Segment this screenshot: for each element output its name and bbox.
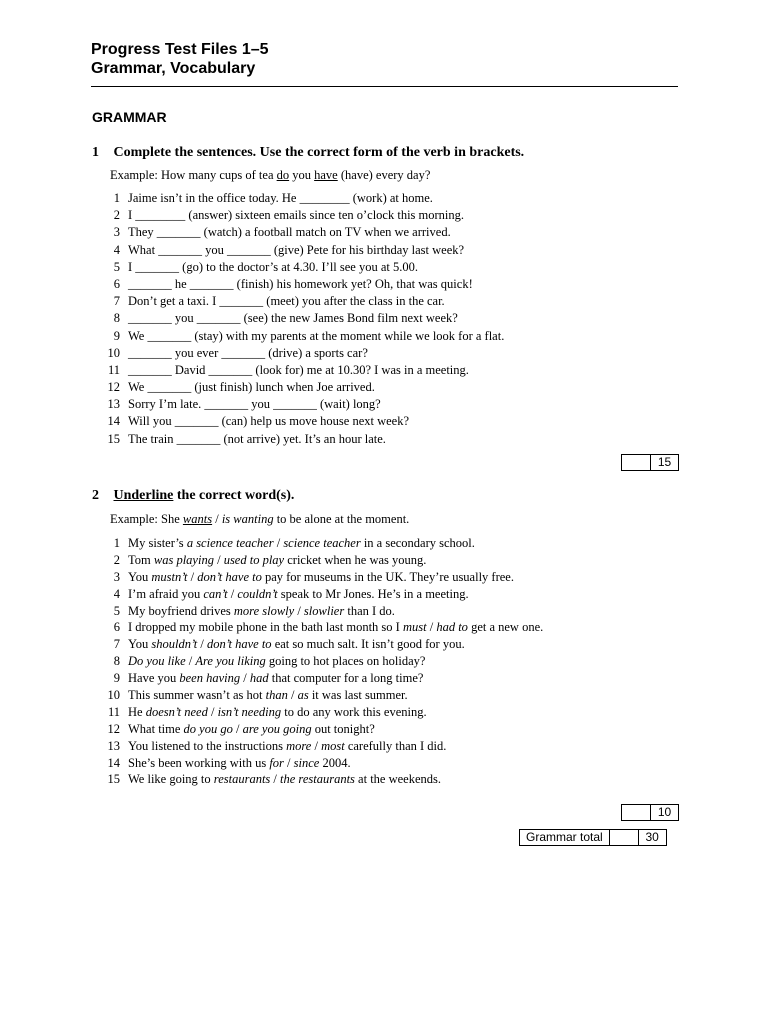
example-text: Example: How many cups of tea bbox=[110, 168, 277, 182]
choice-option-a[interactable]: must bbox=[402, 620, 427, 635]
item-number: 15 bbox=[107, 431, 120, 446]
list-item bbox=[100, 687, 660, 704]
choice-option-a[interactable]: more slowly bbox=[233, 603, 295, 618]
item-text: that computer for a long time? bbox=[268, 671, 424, 686]
item-sentence: _______ you ever _______ (drive) a sports car? bbox=[128, 345, 368, 360]
list-item bbox=[100, 328, 660, 345]
choice-option-b[interactable]: don’t have to bbox=[197, 569, 262, 584]
grammar-total-label: Grammar total bbox=[520, 830, 610, 845]
item-sentence: We _______ (just finish) lunch when Joe arrived. bbox=[128, 380, 375, 395]
header-title: Progress Test Files 1–5 bbox=[91, 41, 269, 58]
item-number: 11 bbox=[107, 704, 120, 719]
item-number: 14 bbox=[107, 414, 120, 429]
example-separator: / bbox=[212, 512, 222, 526]
choice-option-b[interactable]: isn’t needing bbox=[217, 704, 282, 719]
list-item bbox=[100, 396, 660, 413]
example-text: to be alone at the moment. bbox=[273, 512, 410, 526]
choice-option-b[interactable]: don’t have to bbox=[206, 637, 272, 652]
choice-option-b[interactable]: since bbox=[293, 755, 320, 770]
item-text: get a new one. bbox=[467, 620, 544, 635]
exercise-1-list bbox=[100, 190, 660, 448]
choice-option-a[interactable]: than bbox=[265, 688, 288, 703]
item-text: to do any work this evening. bbox=[281, 704, 427, 719]
item-sentence: _______ David _______ (look for) me at 10.30? I was in a meeting. bbox=[128, 362, 469, 377]
example-underlined-choice: wants bbox=[182, 512, 213, 526]
list-item bbox=[100, 771, 660, 788]
choice-separator: / bbox=[273, 536, 284, 550]
score-blank-field[interactable] bbox=[610, 830, 639, 845]
item-sentence: I ________ (answer) sixteen emails since ten o’clock this morning. bbox=[128, 208, 465, 223]
choice-option-b[interactable]: slowlier bbox=[303, 603, 345, 618]
list-item bbox=[100, 636, 660, 653]
list-item bbox=[100, 345, 660, 362]
list-item bbox=[100, 310, 660, 327]
choice-option-a[interactable]: shouldn’t bbox=[151, 637, 198, 652]
list-item bbox=[100, 207, 660, 224]
item-sentence: Sorry I’m late. _______ you _______ (wait) long? bbox=[128, 397, 381, 412]
choice-option-b[interactable]: used to play bbox=[223, 552, 285, 567]
item-text: Tom bbox=[128, 552, 154, 567]
item-text: My sister’s bbox=[128, 536, 187, 550]
example-choice: is wanting bbox=[221, 512, 274, 526]
item-text: pay for museums in the UK. They’re usually free. bbox=[261, 569, 514, 584]
choice-option-a[interactable]: do you go bbox=[183, 721, 233, 736]
item-number: 12 bbox=[107, 721, 120, 736]
item-number: 3 bbox=[113, 225, 120, 240]
exercise-1-example bbox=[110, 168, 430, 183]
item-number: 13 bbox=[107, 397, 120, 412]
item-sentence: The train _______ (not arrive) yet. It’s an hour late. bbox=[128, 431, 386, 446]
list-item bbox=[100, 379, 660, 396]
item-number: 9 bbox=[113, 328, 120, 343]
item-number: 9 bbox=[113, 671, 120, 686]
item-text: going to hot places on holiday? bbox=[265, 654, 426, 669]
item-sentence: _______ you _______ (see) the new James Bond film next week? bbox=[128, 311, 458, 326]
choice-option-a[interactable]: Do you like bbox=[128, 654, 186, 669]
choice-option-b[interactable]: the restaurants bbox=[280, 772, 355, 787]
choice-separator: / bbox=[287, 688, 298, 703]
exercise-2-heading bbox=[92, 488, 294, 504]
item-text: out tonight? bbox=[311, 721, 375, 736]
list-item bbox=[100, 259, 660, 276]
grammar-total-value: 30 bbox=[645, 830, 659, 844]
list-item bbox=[100, 755, 660, 772]
item-number: 11 bbox=[107, 362, 120, 377]
item-number: 1 bbox=[113, 536, 120, 550]
item-sentence: They _______ (watch) a football match on TV when we arrived. bbox=[128, 225, 451, 240]
choice-separator: / bbox=[240, 671, 250, 686]
page-header bbox=[91, 40, 678, 87]
list-item bbox=[100, 721, 660, 738]
item-text: 2004. bbox=[319, 755, 351, 770]
item-number: 14 bbox=[107, 755, 120, 770]
item-number: 1 bbox=[113, 191, 120, 205]
item-number: 2 bbox=[113, 552, 120, 567]
item-text: My boyfriend drives bbox=[128, 603, 234, 618]
list-item bbox=[100, 569, 660, 586]
header-subtitle: Grammar, Vocabulary bbox=[91, 60, 256, 77]
item-number: 7 bbox=[113, 294, 120, 309]
item-text: We like going to bbox=[128, 772, 214, 787]
list-item bbox=[100, 190, 660, 207]
item-text: eat so much salt. It isn’t good for you. bbox=[271, 637, 465, 652]
item-number: 6 bbox=[113, 276, 120, 291]
exercise-2-example bbox=[110, 512, 409, 527]
list-item bbox=[100, 653, 660, 670]
choice-separator: / bbox=[426, 620, 437, 635]
list-item bbox=[100, 670, 660, 687]
choice-option-a[interactable]: was playing bbox=[153, 552, 214, 567]
choice-option-b[interactable]: are you going bbox=[242, 721, 312, 736]
choice-option-a[interactable]: mustn’t bbox=[151, 569, 188, 584]
choice-option-b[interactable]: Are you liking bbox=[195, 654, 266, 669]
item-number: 5 bbox=[113, 603, 120, 618]
exercise-1-score-box bbox=[621, 454, 679, 471]
item-number: 2 bbox=[113, 208, 120, 223]
item-text: I’m afraid you bbox=[128, 586, 204, 601]
item-text: I dropped my mobile phone in the bath last month so I bbox=[128, 620, 403, 635]
choice-option-a[interactable]: restaurants bbox=[213, 772, 271, 787]
item-sentence: I _______ (go) to the doctor’s at 4.30. I’ll see you at 5.00. bbox=[128, 259, 418, 274]
choice-option-b[interactable]: most bbox=[321, 738, 345, 753]
grammar-total-box bbox=[519, 829, 667, 846]
choice-separator: / bbox=[207, 704, 218, 719]
list-item bbox=[100, 535, 660, 552]
item-number: 3 bbox=[113, 569, 120, 584]
example-text: Example: She bbox=[110, 512, 183, 526]
choice-option-a[interactable]: can’t bbox=[203, 586, 228, 601]
choice-separator: / bbox=[197, 637, 207, 652]
item-number: 15 bbox=[107, 772, 120, 787]
item-text: at the weekends. bbox=[354, 772, 441, 787]
choice-separator: / bbox=[311, 738, 322, 753]
list-item bbox=[100, 619, 660, 636]
item-text: This summer wasn’t as hot bbox=[128, 688, 266, 703]
item-text: cricket when he was young. bbox=[284, 552, 427, 567]
item-text: Have you bbox=[128, 671, 180, 686]
choice-option-b[interactable]: science teacher bbox=[283, 536, 361, 550]
choice-separator: / bbox=[185, 654, 196, 669]
item-text: carefully than I did. bbox=[344, 738, 447, 753]
choice-option-a[interactable]: a science teacher bbox=[186, 536, 274, 550]
choice-option-b[interactable]: had bbox=[249, 671, 269, 686]
item-number: 4 bbox=[113, 586, 120, 601]
choice-option-a[interactable]: more bbox=[286, 738, 312, 753]
item-text: You listened to the instructions bbox=[128, 738, 287, 753]
item-number: 8 bbox=[113, 311, 120, 326]
score-blank-field[interactable] bbox=[622, 455, 651, 470]
section-title: GRAMMAR bbox=[92, 109, 167, 125]
list-item bbox=[100, 704, 660, 721]
list-item bbox=[100, 586, 660, 603]
exercise-2-instruction: the correct word(s). bbox=[173, 488, 295, 503]
score-blank-field[interactable] bbox=[622, 805, 651, 820]
choice-separator: / bbox=[227, 586, 238, 601]
item-sentence: We _______ (stay) with my parents at the moment while we look for a flat. bbox=[128, 328, 505, 343]
list-item bbox=[100, 431, 660, 448]
choice-option-b[interactable]: couldn’t bbox=[237, 586, 278, 601]
list-item bbox=[100, 293, 660, 310]
item-sentence: Jaime isn’t in the office today. He ________ (work) at home. bbox=[128, 191, 433, 205]
example-underlined-answer: have bbox=[314, 168, 338, 182]
item-text: in a secondary school. bbox=[360, 536, 475, 550]
exercise-1-number: 1 bbox=[92, 145, 99, 160]
item-number: 4 bbox=[113, 242, 120, 257]
item-number: 8 bbox=[113, 654, 120, 669]
item-text: What time bbox=[128, 721, 184, 736]
choice-option-a[interactable]: for bbox=[269, 755, 284, 770]
item-sentence: Will you _______ (can) help us move house next week? bbox=[128, 414, 410, 429]
list-item bbox=[100, 552, 660, 569]
example-text: you bbox=[289, 168, 315, 182]
item-number: 12 bbox=[107, 380, 120, 395]
exercise-1-instruction: Complete the sentences. Use the correct form of the verb in brackets. bbox=[113, 145, 525, 160]
choice-option-b[interactable]: as bbox=[297, 688, 309, 703]
item-number: 6 bbox=[113, 620, 120, 635]
exercise-2-instruction-underline: Underline bbox=[113, 488, 174, 503]
list-item bbox=[100, 362, 660, 379]
item-sentence: What _______ you _______ (give) Pete for his birthday last week? bbox=[128, 242, 465, 257]
item-text: than I do. bbox=[344, 603, 395, 618]
choice-separator: / bbox=[283, 755, 294, 770]
exercise-2-list bbox=[100, 535, 660, 788]
item-number: 13 bbox=[107, 738, 120, 753]
list-item bbox=[100, 242, 660, 259]
choice-option-a[interactable]: been having bbox=[179, 671, 241, 686]
item-sentence: Don’t get a taxi. I _______ (meet) you after the class in the car. bbox=[128, 294, 445, 309]
choice-separator: / bbox=[187, 569, 198, 584]
item-number: 10 bbox=[107, 688, 120, 703]
choice-separator: / bbox=[294, 603, 304, 618]
exercise-2-max-score: 10 bbox=[657, 805, 672, 819]
exercise-1-heading bbox=[92, 145, 524, 161]
choice-option-b[interactable]: had to bbox=[436, 620, 468, 635]
example-text: (have) every day? bbox=[337, 168, 431, 182]
choice-separator: / bbox=[232, 721, 243, 736]
choice-separator: / bbox=[270, 772, 281, 787]
item-sentence: _______ he _______ (finish) his homework yet? Oh, that was quick! bbox=[128, 276, 473, 291]
item-number: 10 bbox=[107, 345, 120, 360]
list-item bbox=[100, 413, 660, 430]
list-item bbox=[100, 276, 660, 293]
exercise-2-score-box bbox=[621, 804, 679, 821]
list-item bbox=[100, 603, 660, 620]
item-text: it was last summer. bbox=[308, 688, 408, 703]
item-text: She’s been working with us bbox=[128, 755, 270, 770]
exercise-1-max-score: 15 bbox=[657, 455, 672, 469]
item-text: speak to Mr Jones. He’s in a meeting. bbox=[277, 586, 469, 601]
example-underlined-answer: do bbox=[276, 168, 290, 182]
exercise-2-number: 2 bbox=[92, 488, 99, 503]
choice-separator: / bbox=[213, 552, 224, 567]
item-number: 7 bbox=[113, 637, 120, 652]
item-text: He bbox=[128, 704, 146, 719]
item-number: 5 bbox=[113, 259, 120, 274]
list-item bbox=[100, 224, 660, 241]
item-text: You bbox=[128, 637, 152, 652]
item-text: You bbox=[128, 569, 152, 584]
choice-option-a[interactable]: doesn’t need bbox=[145, 704, 208, 719]
list-item bbox=[100, 738, 660, 755]
